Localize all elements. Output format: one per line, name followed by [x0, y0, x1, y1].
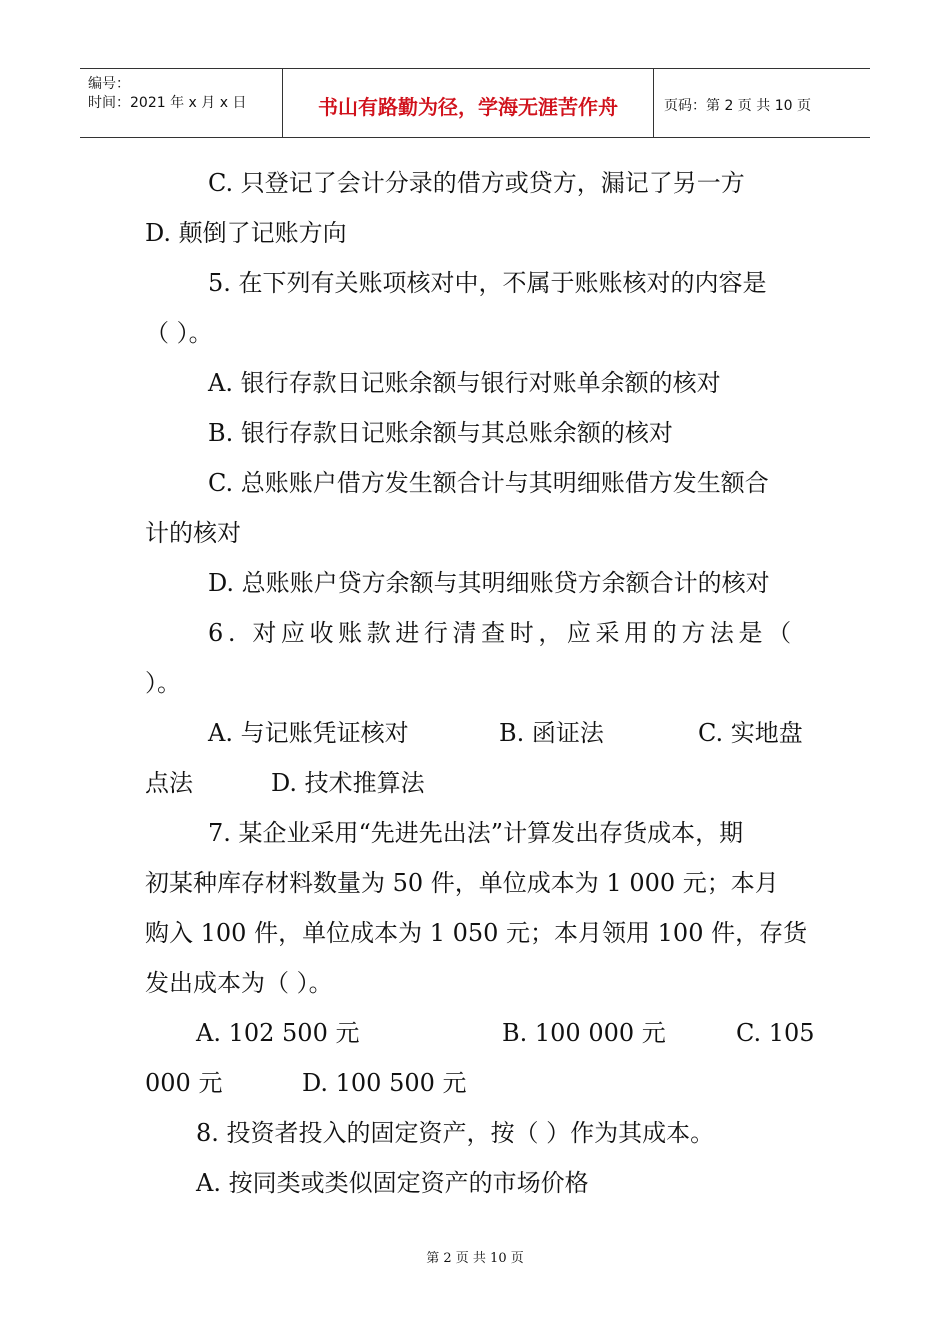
option-6c-cont: 点法 — [145, 769, 193, 797]
option-7c-cont: 000 元 — [145, 1069, 223, 1097]
question-5-blank: （ ）。 — [145, 319, 213, 347]
page-info: 页码：第 2 页 共 10 页 — [664, 98, 811, 114]
option-5a: A. 银行存款日记账余额与银行对账单余额的核对 — [208, 369, 721, 397]
time-label: 时间：2021 年 x 月 x 日 — [88, 95, 247, 111]
option-8a: A. 按同类或类似固定资产的市场价格 — [196, 1169, 589, 1197]
option-7b: B. 100 000 元 — [502, 1019, 666, 1047]
question-7-line4: 发出成本为（ ）。 — [145, 969, 333, 997]
option-7d: D. 100 500 元 — [302, 1069, 467, 1097]
page-footer: 第 2 页 共 10 页 — [426, 1251, 524, 1266]
number-label: 编号： — [88, 76, 130, 92]
option-4d: D. 颠倒了记账方向 — [145, 219, 347, 247]
option-5c: C. 总账账户借方发生额合计与其明细账借方发生额合 — [208, 469, 769, 497]
option-5c-prev: C. 只登记了会计分录的借方或贷方，漏记了另一方 — [208, 169, 745, 197]
option-5d: D. 总账账户贷方余额与其明细账贷方余额合计的核对 — [208, 569, 770, 597]
question-7-line3: 购入 100 件，单位成本为 1 050 元；本月领用 100 件，存货 — [145, 919, 808, 947]
option-6d: D. 技术推算法 — [271, 769, 425, 797]
question-6: 6. 对应收账款进行清查时，应采用的方法是（ — [208, 619, 796, 647]
option-7c: C. 105 — [736, 1019, 815, 1047]
header-middle-cell — [283, 69, 654, 137]
option-7a: A. 102 500 元 — [196, 1019, 360, 1047]
header-left-cell — [80, 69, 283, 137]
question-8: 8. 投资者投入的固定资产，按（ ）作为其成本。 — [196, 1119, 715, 1147]
motto-text: 书山有路勤为径，学海无涯苦作舟 — [318, 95, 618, 119]
header-right-cell — [654, 69, 870, 137]
option-6c: C. 实地盘 — [698, 719, 803, 747]
option-6a: A. 与记账凭证核对 — [208, 719, 409, 747]
question-7: 7. 某企业采用“先进先出法”计算发出存货成本，期 — [208, 819, 744, 847]
option-5b: B. 银行存款日记账余额与其总账余额的核对 — [208, 419, 673, 447]
page-header — [80, 68, 870, 138]
question-5: 5. 在下列有关账项核对中，不属于账账核对的内容是 — [208, 269, 767, 297]
option-6b: B. 函证法 — [499, 719, 604, 747]
question-6-cont: ）。 — [145, 669, 181, 697]
option-5c-cont: 计的核对 — [145, 519, 241, 547]
question-7-line2: 初某种库存材料数量为 50 件，单位成本为 1 000 元；本月 — [145, 869, 779, 897]
